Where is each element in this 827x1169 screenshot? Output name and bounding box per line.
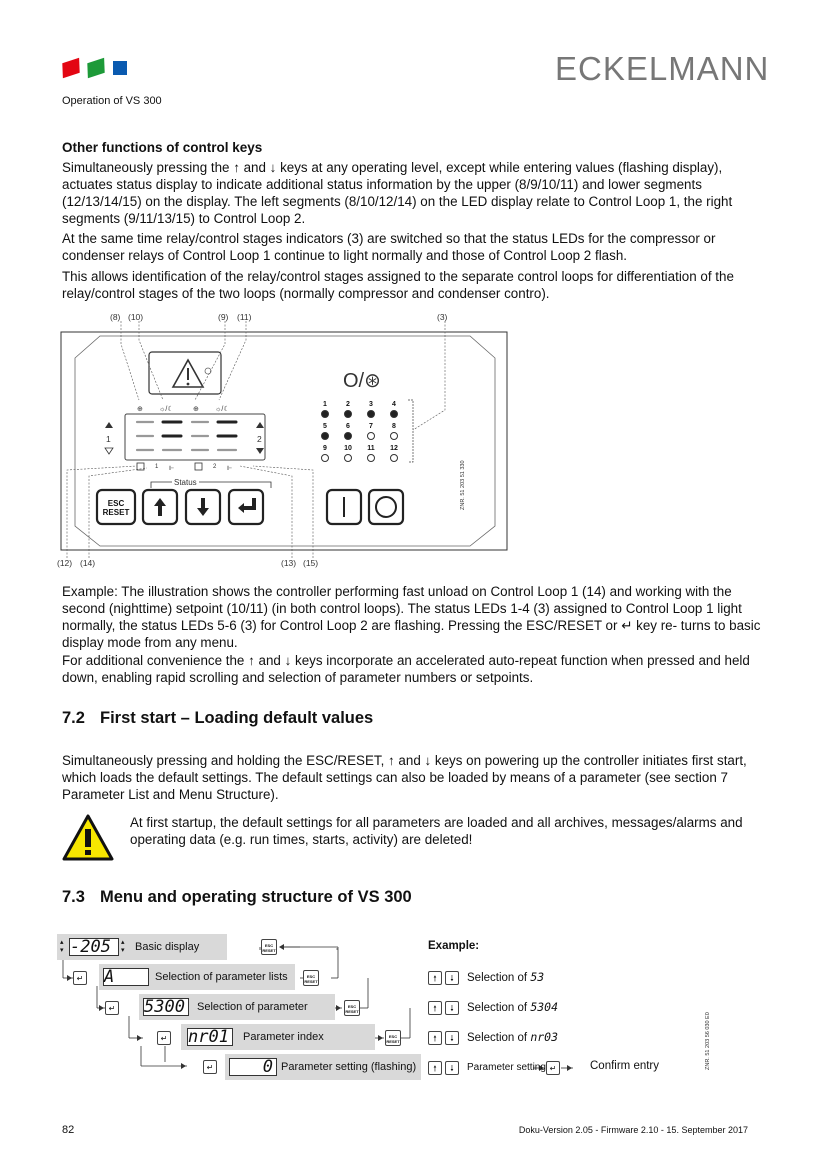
updown-arrows-icon: ▴ ▾ (60, 939, 64, 954)
status-led-6 (340, 423, 356, 440)
led-dot (390, 410, 398, 418)
loop-1-label: 1 (106, 434, 111, 444)
callout-3: (3) (437, 312, 448, 322)
paragraph-example: Example: The illustration shows the controller performing fast unload on Control Loop 1 (14) and working with the second (nighttime) setpoint (10/11) (in both control loops). The status LEDs 1-4 (3) assigned to Control Loop 1 light normally, the status LEDs 5-6 (3) for Control Loop 2 are flashing. Pressing the ESC/RESET or ↵ key re- turns to basic display mode from any menu. (62, 584, 761, 650)
section-number: 7.2 (62, 709, 85, 727)
led-number: 5 (323, 423, 327, 430)
up-key[interactable]: 🠕 (428, 1031, 442, 1045)
led-number: 3 (369, 401, 373, 408)
display-parameter (143, 998, 189, 1016)
up-key[interactable]: 🠕 (428, 971, 442, 985)
svg-text:☼/☾: ☼/☾ (215, 406, 230, 413)
callout-13: (13) (281, 558, 297, 568)
callout-12: (12) (57, 558, 73, 568)
led-dot (390, 454, 398, 462)
display-index (187, 1028, 233, 1046)
paragraph-identification: This allows identification of the relay/control stages assigned to the separate control loops for differentiation of the relay/control stages of the two loops (normally compressor and condenser contro). (62, 269, 734, 301)
callout-11: (11) (237, 312, 252, 322)
display-value: nr01 (188, 1027, 229, 1047)
led-number: 4 (392, 401, 396, 408)
example-code: nr03 (530, 1030, 559, 1044)
menu-row-label: Selection of parameter (197, 1001, 308, 1013)
paragraph-relay-indicators: At the same time relay/control stages indicators (3) are switched so that the status LEDs for the compressor or condenser relays of Control Loop 1 continue to light normally and those of Control Loop 2 flash. (62, 231, 716, 263)
example-text: Selection of (467, 972, 528, 984)
status-led-3 (363, 401, 379, 418)
paragraph-first-start: Simultaneously pressing and holding the ESC/RESET, ↑ and ↓ keys on powering up the controller initiates first start, which loads the default settings. The default settings can also be loaded by means of a parameter (see section 7 Parameter List and Menu Structure). (62, 753, 747, 802)
section-title: Menu and operating structure of VS 300 (100, 888, 412, 906)
callout-9: (9) (218, 312, 229, 322)
menu-row-label: Parameter index (243, 1031, 324, 1043)
led-dot (390, 432, 398, 440)
display-value: A (104, 967, 115, 987)
down-key[interactable]: 🠗 (445, 1031, 459, 1045)
example-code: 5304 (530, 1000, 559, 1014)
controller-figure (55, 310, 515, 570)
warning-icon (62, 814, 114, 862)
esc-reset-small-key[interactable]: ESC RESET (261, 939, 277, 955)
status-led-11 (363, 445, 379, 462)
example-row-4: Parameter setting (467, 1062, 546, 1073)
led-number: 8 (392, 423, 396, 430)
led-number: 12 (390, 445, 398, 452)
section-number: 7.3 (62, 888, 85, 906)
led-dot (344, 454, 352, 462)
menu-row-parameter-index (181, 1024, 375, 1050)
callout-14: (14) (80, 558, 96, 568)
led-dot (321, 432, 329, 440)
esc-reset-small-key[interactable]: ESC RESET (385, 1030, 401, 1046)
led-number: 9 (323, 445, 327, 452)
segment-label-2: 2 (213, 464, 217, 470)
menu-row-parameter-lists (99, 964, 295, 990)
example-text: Selection of (467, 1002, 528, 1014)
up-key[interactable]: 🠕 (428, 1061, 442, 1075)
svg-text:⊕: ⊕ (137, 406, 143, 413)
controller-drawing (55, 310, 515, 570)
esc-reset-key[interactable] (97, 499, 135, 517)
onoff-symbol: O/⊛ (343, 370, 381, 392)
display-value: -205 (70, 937, 111, 957)
led-dot (344, 410, 352, 418)
footer-version: Doku-Version 2.05 - Firmware 2.10 - 15. September 2017 (518, 1125, 748, 1135)
down-key[interactable]: 🠗 (445, 1001, 459, 1015)
svg-text:⊩: ⊩ (227, 466, 233, 472)
enter-key[interactable]: ↵ (157, 1031, 171, 1045)
status-led-2 (340, 401, 356, 418)
status-led-1 (317, 401, 333, 418)
menu-row-basic-display (57, 934, 227, 960)
menu-row-label: Parameter setting (flashing) (281, 1061, 417, 1073)
svg-text:⊩: ⊩ (169, 466, 175, 472)
led-number: 1 (323, 401, 327, 408)
display-value: 5300 (144, 997, 185, 1017)
callout-15: (15) (303, 558, 319, 568)
led-dot (344, 432, 352, 440)
display-setting (229, 1058, 277, 1076)
down-key[interactable]: 🠗 (445, 971, 459, 985)
led-dot (367, 454, 375, 462)
led-dot (321, 410, 329, 418)
company-logo (60, 58, 130, 80)
led-number: 11 (367, 445, 375, 452)
menu-row-label: Basic display (135, 941, 200, 953)
drawing-number: ZNR. 51 203 51 330 (460, 460, 466, 510)
display-value: 0 (262, 1057, 273, 1077)
enter-key[interactable]: ↵ (105, 1001, 119, 1015)
segment-label-1: 1 (155, 464, 159, 470)
menu-row-parameter-setting (225, 1054, 421, 1080)
enter-key[interactable]: ↵ (203, 1060, 217, 1074)
svg-text:☼/☾: ☼/☾ (159, 406, 174, 413)
heading-other-functions: Other functions of control keys (62, 140, 263, 155)
display-basic (69, 938, 119, 956)
led-number: 7 (369, 423, 373, 430)
example-row-3 (467, 1030, 558, 1044)
esc-reset-small-key[interactable]: ESC RESET (344, 1000, 360, 1016)
svg-text:⊕: ⊕ (193, 406, 199, 413)
example-row-2 (467, 1000, 558, 1014)
up-key[interactable]: 🠕 (428, 1001, 442, 1015)
led-dot (367, 410, 375, 418)
esc-reset-small-key[interactable]: ESC RESET (303, 970, 319, 986)
status-led-5 (317, 423, 333, 440)
led-dot (367, 432, 375, 440)
enter-key[interactable]: ↵ (546, 1061, 560, 1075)
example-title: Example: (428, 940, 480, 952)
enter-key[interactable]: ↵ (73, 971, 87, 985)
paragraph-auto-repeat: For additional convenience the ↑ and ↓ keys incorporate an accelerated auto-repeat function when pressed and held down, enabling rapid scrolling and selection of parameter numbers or setpoints. (62, 653, 750, 685)
esc-key-line1: ESC (107, 499, 125, 508)
callout-8: (8) (110, 312, 121, 322)
section-title: First start – Loading default values (100, 709, 374, 727)
status-led-8 (386, 423, 402, 440)
status-label: Status (174, 478, 197, 487)
led-number: 6 (346, 423, 350, 430)
updown-arrows-icon: ▴ ▾ (121, 939, 125, 954)
led-number: 10 (344, 445, 352, 452)
status-led-grid (317, 401, 407, 469)
page-number: 82 (62, 1124, 75, 1136)
led-dot (321, 454, 329, 462)
esc-key-line2: RESET (102, 508, 130, 517)
heading-7-2 (62, 709, 373, 728)
status-led-4 (386, 401, 402, 418)
warning-text: At first startup, the default settings for all parameters are loaded and all archives, messages/alarms and operating data (e.g. run times, starts, activity) are deleted! (130, 815, 743, 847)
led-number: 2 (346, 401, 350, 408)
example-row-1 (467, 970, 544, 984)
status-led-7 (363, 423, 379, 440)
status-led-12 (386, 445, 402, 462)
menu-structure-diagram (55, 930, 735, 1082)
brand-name: ECKELMANN (555, 50, 770, 87)
example-text: Selection of (467, 1032, 528, 1044)
display-lists (103, 968, 149, 986)
drawing-number: ZNR. 51 203 56 030 E0 (705, 1012, 711, 1070)
down-key[interactable]: 🠗 (445, 1061, 459, 1075)
paragraph-status-display: Simultaneously pressing the ↑ and ↓ keys at any operating level, except while entering values (flashing display), actuates status display to indicate additional status information by the upper (8/9/10/11) and lower segments (12/13/14/15) on the display. The left segments (8/10/12/14) on the LED display relate to Control Loop 1, the right segments (9/11/13/15) to Control Loop 2. (62, 160, 733, 226)
callout-10: (10) (128, 312, 144, 322)
running-title: Operation of VS 300 (62, 95, 162, 107)
status-led-9 (317, 445, 333, 462)
status-led-10 (340, 445, 356, 462)
loop-2-label: 2 (257, 434, 262, 444)
example-code: 53 (530, 970, 545, 984)
confirm-entry-label: Confirm entry (590, 1060, 660, 1072)
heading-7-3 (62, 888, 412, 907)
menu-row-parameter (139, 994, 335, 1020)
menu-row-label: Selection of parameter lists (155, 971, 288, 983)
